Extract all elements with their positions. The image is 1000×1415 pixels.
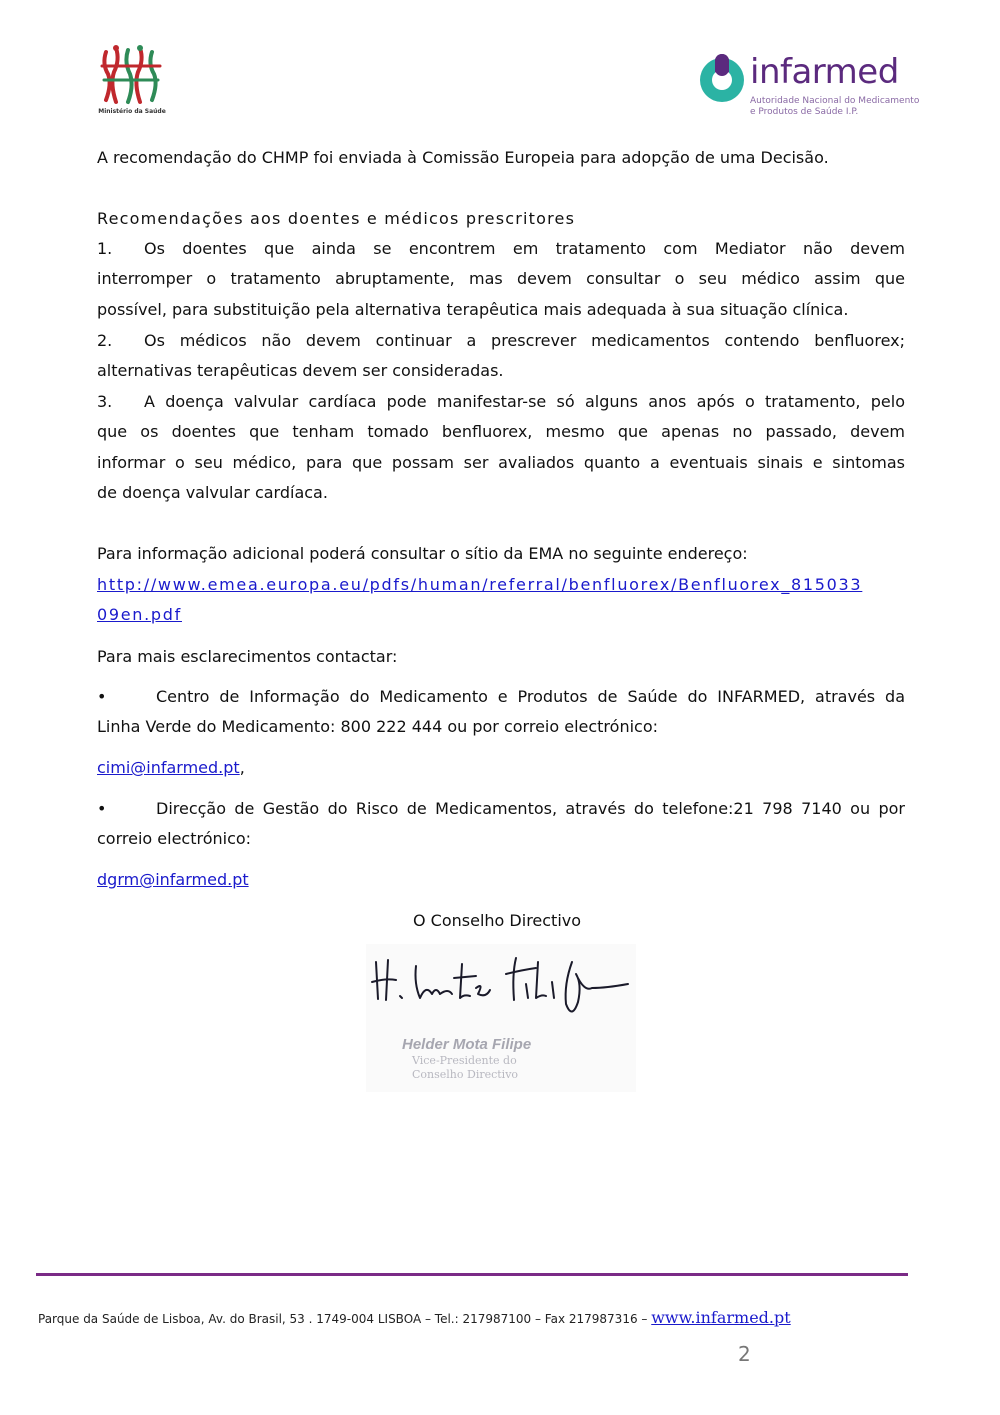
signatory-role-line-1: Vice-Presidente do (412, 1054, 517, 1067)
recommendation-1-line-1 (97, 234, 905, 264)
recommendation-3-line-4: de doença valvular cardíaca. (97, 483, 328, 502)
email-comma: , (239, 758, 245, 777)
recommendation-2-line-1 (97, 326, 905, 356)
infarmed-logo-icon (698, 52, 746, 104)
infarmed-tagline-line-2: e Produtos de Saúde I.P. (750, 107, 859, 117)
recommendation-2-number: 2. (97, 331, 113, 350)
recommendation-1-number: 1. (97, 239, 113, 258)
cimi-email-link[interactable]: cimi@infarmed.pt (97, 758, 240, 777)
contact-intro: Para mais esclarecimentos contactar: (97, 647, 398, 666)
recommendation-1-line-2: interromper o tratamento abruptamente, mas devem consultar o seu médico assim que (97, 269, 905, 288)
contact-2-line-2: correio electrónico: (97, 829, 252, 848)
intro-paragraph: A recomendação do CHMP foi enviada à Comissão Europeia para adopção de uma Decisão. (97, 148, 829, 167)
infarmed-wordmark: infarmed (750, 52, 899, 92)
contact-1-line-2: Linha Verde do Medicamento: 800 222 444 ou por correio electrónico: (97, 717, 659, 736)
recommendation-2-text: Os médicos não devem continuar a prescrever medicamentos contendo benfluorex; (144, 331, 905, 350)
infarmed-tagline (750, 96, 919, 118)
page-number: 2 (738, 1342, 751, 1366)
contact-1-text: Centro de Informação do Medicamento e Produtos de Saúde do INFARMED, através da (156, 687, 905, 706)
infarmed-tagline-line-1: Autoridade Nacional do Medicamento (750, 96, 920, 106)
more-info-paragraph: Para informação adicional poderá consultar o sítio da EMA no seguinte endereço: (97, 544, 748, 563)
recommendation-3-line-3: informar o seu médico, para que possam ser avaliados quanto a eventuais sinais e sintomas (97, 453, 905, 472)
section-heading: Recomendações aos doentes e médicos prescritores (97, 209, 576, 228)
contact-2-text: Direcção de Gestão do Risco de Medicamentos, através do telefone:21 798 7140 ou por (156, 799, 905, 818)
signoff: O Conselho Directivo (413, 911, 582, 930)
dgrm-email-link[interactable]: dgrm@infarmed.pt (97, 870, 249, 889)
bullet-icon: • (97, 687, 107, 706)
signature-block (366, 944, 636, 1092)
ministry-figures-icon (96, 44, 166, 106)
recommendation-3-number: 3. (97, 392, 113, 411)
ema-link-line-2[interactable]: 09en.pdf (97, 605, 182, 624)
contact-1-email-line (97, 753, 497, 783)
footer-address-line (38, 1310, 791, 1327)
contact-1-line-1 (97, 682, 905, 712)
recommendation-1-text: Os doentes que ainda se encontrem em tratamento com Mediator não devem (144, 239, 905, 258)
ministry-caption: Ministério da Saúde (98, 108, 166, 115)
signatory-role-line-2: Conselho Directivo (412, 1068, 519, 1081)
handwritten-signature-icon (366, 944, 636, 1024)
signatory-name: Helder Mota Filipe (402, 1036, 532, 1053)
contact-2-line-1 (97, 794, 905, 824)
signatory-role (412, 1054, 518, 1082)
recommendation-2-line-2: alternativas terapêuticas devem ser consideradas. (97, 361, 504, 380)
bullet-icon: • (97, 799, 107, 818)
footer-divider (36, 1273, 908, 1276)
footer-address: Parque da Saúde de Lisboa, Av. do Brasil, 53 . 1749-004 LISBOA – Tel.: 217987100 – Fax 217987316 – (38, 1312, 648, 1326)
footer-website-link[interactable]: www.infarmed.pt (651, 1308, 791, 1327)
recommendation-3-text: A doença valvular cardíaca pode manifestar-se só alguns anos após o tratamento, pelo (144, 392, 905, 411)
ema-link-line-1[interactable]: http://www.emea.europa.eu/pdfs/human/referral/benfluorex/Benfluorex_815033 (97, 575, 863, 594)
recommendation-3-line-1 (97, 387, 905, 417)
recommendation-3-line-2: que os doentes que tenham tomado benfluorex, mesmo que apenas no passado, devem (97, 422, 905, 441)
recommendation-1-line-3: possível, para substituição pela alternativa terapêutica mais adequada à sua situação clínica. (97, 300, 849, 319)
